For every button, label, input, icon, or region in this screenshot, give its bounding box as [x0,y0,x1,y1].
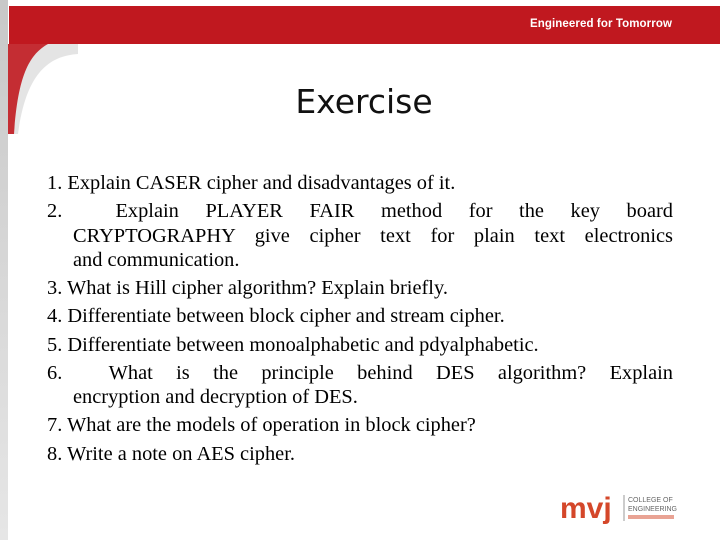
question-item [47,304,673,328]
question-text: Explain CASER cipher and disadvantages of it. [67,172,456,194]
question-number: 6. [47,361,63,384]
header-bar [9,6,720,44]
question-text: What is the principle behind DES algorithm? Explain [108,361,673,384]
question-text-continued: CRYPTOGRAPHY give cipher text for plain text electronics [73,224,673,247]
question-number: 3. [47,277,63,300]
svg-text:ENGINEERING: ENGINEERING [628,506,678,513]
question-number: 1. [47,172,63,194]
question-item [47,276,673,300]
question-line [47,361,673,385]
college-logo [558,490,708,526]
question-number: 7. [47,414,63,437]
question-number: 4. [47,305,63,328]
question-text: Write a note on AES cipher. [67,442,295,465]
question-item [47,333,673,357]
question-item [47,361,673,410]
question-text-continued: and communication. [73,249,240,272]
question-text: What are the models of operation in block cipher? [67,414,476,437]
question-line [47,199,673,223]
question-text: Differentiate between monoalphabetic and pdyalphabetic. [67,333,539,356]
question-text-continued: encryption and decryption of DES. [73,386,358,409]
slide-title [0,82,720,121]
svg-text:COLLEGE OF: COLLEGE OF [628,497,673,504]
question-item [47,199,673,272]
slide-title-text: Exercise [295,82,433,121]
question-item [47,413,673,437]
svg-text:mvj: mvj [560,492,612,525]
question-number: 2. [47,200,63,223]
question-number: 8. [47,442,63,465]
tagline: Engineered for Tomorrow [529,18,672,30]
question-item [47,442,673,466]
question-text: Explain PLAYER FAIR method for the key board [115,200,673,223]
question-item [47,171,673,195]
exercise-question-list [47,171,673,470]
question-number: 5. [47,333,63,356]
question-text: Differentiate between block cipher and stream cipher. [67,305,505,328]
left-decorative-strip [0,0,8,540]
question-text: What is Hill cipher algorithm? Explain briefly. [67,277,448,300]
